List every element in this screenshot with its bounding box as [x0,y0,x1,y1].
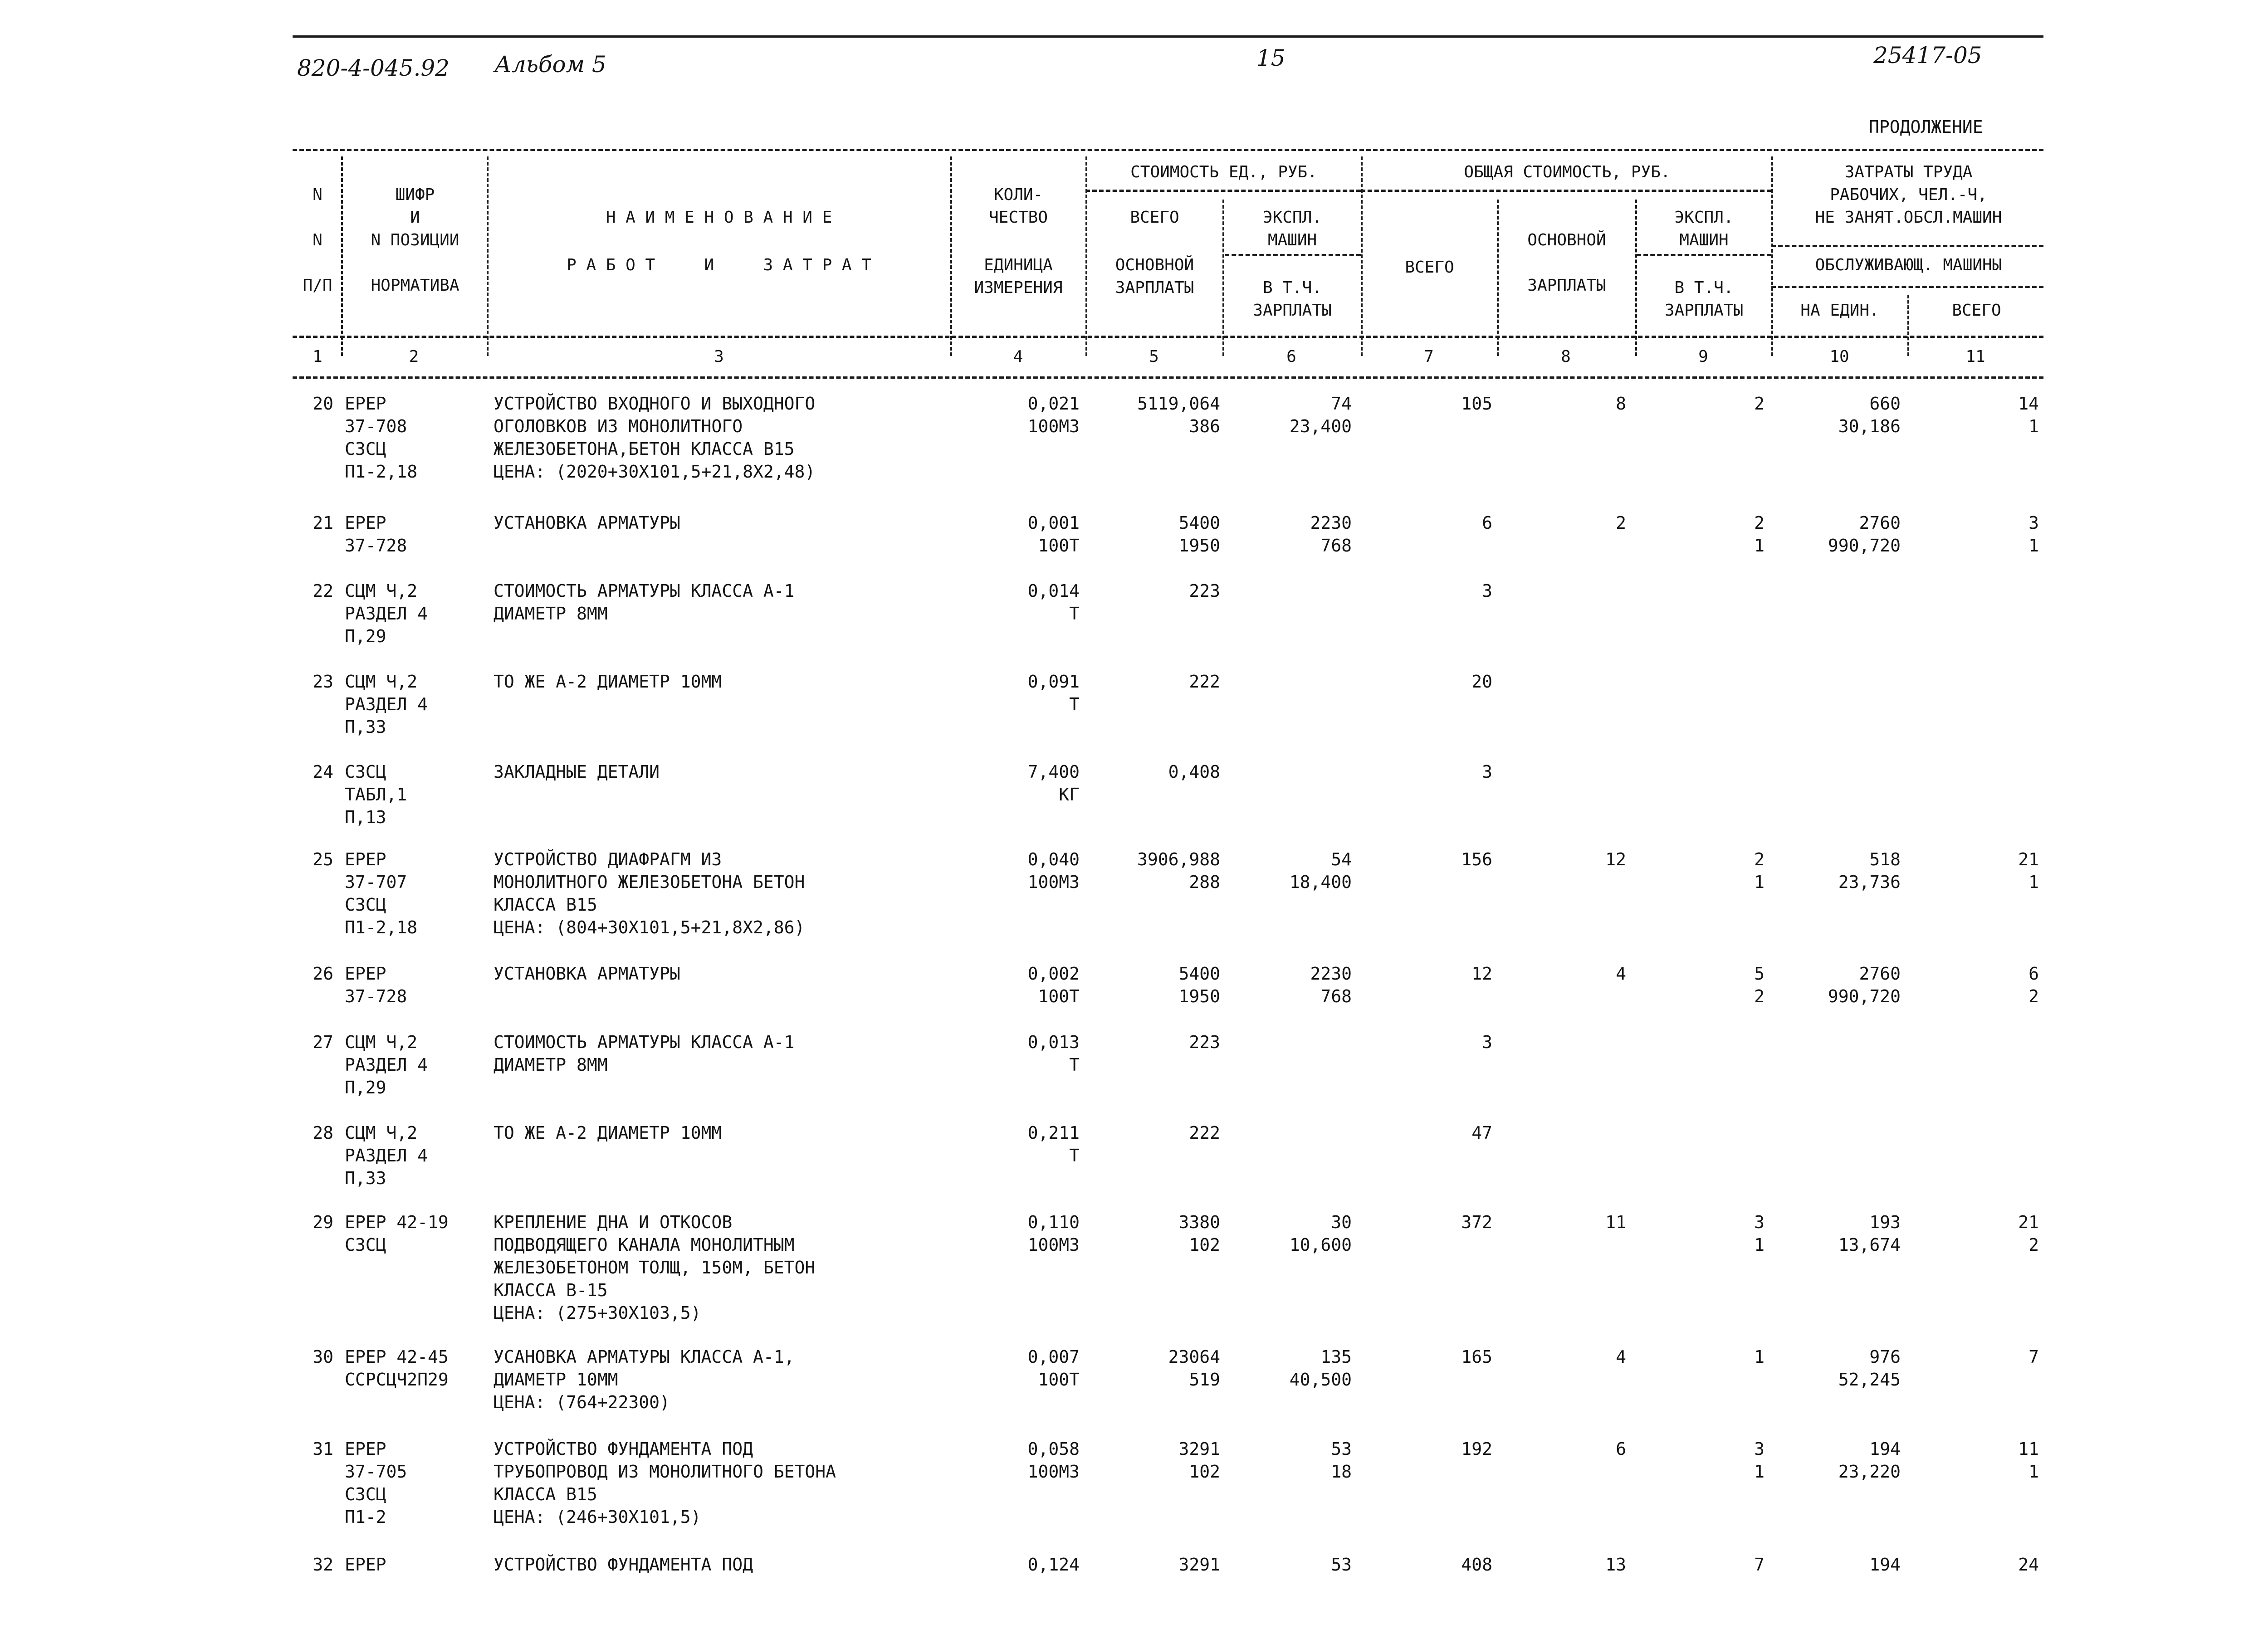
row-labor-total: 21 1 [2018,849,2039,892]
row-code: ЕРЕР [345,1555,386,1575]
row-number: 27 [313,1032,333,1052]
row-labor-total: 14 1 [2018,394,2039,436]
row-total-basic-wages: 4 [1616,1347,1626,1367]
row-total-machines: 2 1 [1754,513,1765,556]
row-total-cost: 156 [1461,849,1492,869]
labor-sub-header: ОБСЛУЖИВАЮЩ. МАШИНЫ [1815,256,2002,274]
col-header-11: ВСЕГО [1952,301,2001,320]
row-total-cost: 47 [1471,1123,1492,1143]
col-sep [1771,156,1773,356]
row-name: УСАНОВКА АРМАТУРЫ КЛАССА А-1, ДИАМЕТР 10ММ ЦЕНА: (764+22300) [494,1347,795,1412]
row-quantity: 0,091 Т [1027,672,1080,714]
row-unit-cost-machines: 2230 768 [1310,513,1352,556]
header-sub-rule [1771,245,2043,247]
row-unit-cost-total: 222 [1189,672,1220,692]
row-total-basic-wages: 8 [1616,394,1626,414]
row-number: 22 [313,581,333,601]
col-sep [1361,156,1363,356]
row-code: ЕРЕР 37-728 [345,964,407,1006]
row-code: ЕРЕР 37-707 СЗСЦ П1-2,18 [345,849,418,937]
row-total-cost: 3 [1482,581,1492,601]
row-total-machines: 2 1 [1754,849,1765,892]
row-total-machines: 2 [1754,394,1765,414]
header-mid-rule [293,336,2043,338]
row-code: ЕРЕР 42-19 СЗСЦ [345,1212,449,1255]
row-quantity: 0,001 100Т [1027,513,1080,556]
col-header-3-bottom: Р А Б О Т И З А Т Р А Т [567,256,871,274]
col-header-4-bottom: ЕДИНИЦА ИЗМЕРЕНИЯ [974,256,1063,297]
col-header-2: ШИФР И N ПОЗИЦИИ НОРМАТИВА [371,185,459,295]
row-name: УСТРОЙСТВО ДИАФРАГМ ИЗ МОНОЛИТНОГО ЖЕЛЕЗОБЕТОНА БЕТОН КЛАССА В15 ЦЕНА: (804+30Х101,5+21,8Х2,86) [494,849,805,937]
col-number: 2 [409,347,419,366]
row-labor-per-unit: 194 [1869,1555,1901,1575]
col-header-4-top: КОЛИ- ЧЕСТВО [988,185,1048,227]
row-unit-cost-total: 223 [1189,1032,1220,1052]
total-cost-group-header: ОБЩАЯ СТОИМОСТЬ, РУБ. [1464,163,1671,181]
row-total-basic-wages: 12 [1605,849,1626,869]
row-code: СЦМ Ч,2 РАЗДЕЛ 4 П,29 [345,581,428,646]
row-total-cost: 12 [1471,964,1492,984]
row-quantity: 0,110 100М3 [1027,1212,1080,1255]
col-header-10: НА ЕДИН. [1800,301,1879,320]
row-unit-cost-machines: 135 40,500 [1289,1347,1352,1390]
row-labor-per-unit: 660 30,186 [1838,394,1901,436]
row-labor-total: 6 2 [2028,964,2039,1006]
row-name: УСТАНОВКА АРМАТУРЫ [494,513,680,533]
row-unit-cost-total: 5400 1950 [1178,964,1220,1006]
row-total-basic-wages: 6 [1616,1439,1626,1459]
col-sep [1222,200,1224,356]
header-top-rule [293,149,2043,151]
row-quantity: 0,058 100М3 [1027,1439,1080,1482]
col-number: 7 [1424,347,1434,366]
header-sub-rule [1225,254,1361,256]
row-number: 26 [313,964,333,984]
row-name: УСТРОЙСТВО ФУНДАМЕНТА ПОД ТРУБОПРОВОД ИЗ МОНОЛИТНОГО БЕТОНА КЛАССА В15 ЦЕНА: (246+30Х101,5) [494,1439,836,1527]
row-labor-per-unit: 2760 990,720 [1828,513,1901,556]
doc-code: 820-4-045.92 [297,55,450,81]
row-total-cost: 192 [1461,1439,1492,1459]
row-quantity: 0,124 [1027,1555,1080,1575]
row-total-machines: 1 [1754,1347,1765,1367]
unit-cost-group-header: СТОИМОСТЬ ЕД., РУБ. [1130,163,1317,181]
row-quantity: 0,014 Т [1027,581,1080,624]
row-unit-cost-total: 0,408 [1168,762,1220,782]
row-labor-per-unit: 2760 990,720 [1828,964,1901,1006]
col-sep [950,156,952,356]
col-header-7: ВСЕГО [1405,258,1454,277]
col-number: 5 [1149,347,1159,366]
row-name: СТОИМОСТЬ АРМАТУРЫ КЛАССА А-1 ДИАМЕТР 8ММ [494,581,795,624]
row-total-machines: 7 [1754,1555,1765,1575]
row-total-basic-wages: 13 [1605,1555,1626,1575]
row-quantity: 0,040 100М3 [1027,849,1080,892]
row-total-basic-wages: 2 [1616,513,1626,533]
row-code: СЗСЦ ТАБЛ,1 П,13 [345,762,407,827]
row-total-cost: 165 [1461,1347,1492,1367]
row-unit-cost-machines: 74 23,400 [1289,394,1352,436]
row-number: 24 [313,762,333,782]
row-total-cost: 372 [1461,1212,1492,1232]
col-number: 9 [1698,347,1708,366]
row-number: 29 [313,1212,333,1232]
row-code: ЕРЕР 37-705 СЗСЦ П1-2 [345,1439,407,1527]
col-header-6-top: ЭКСПЛ. МАШИН [1262,208,1322,249]
row-unit-cost-machines: 53 [1331,1555,1352,1575]
col-header-6-bottom: В Т.Ч. ЗАРПЛАТЫ [1253,278,1332,320]
header-sub-rule [1771,286,2043,288]
row-name: ТО ЖЕ А-2 ДИАМЕТР 10ММ [494,1123,722,1143]
col-number: 11 [1965,347,1985,366]
row-total-cost: 3 [1482,1032,1492,1052]
row-unit-cost-total: 5400 1950 [1178,513,1220,556]
col-header-5-bottom: ОСНОВНОЙ ЗАРПЛАТЫ [1115,256,1194,297]
row-quantity: 0,007 100Т [1027,1347,1080,1390]
row-unit-cost-total: 223 [1189,581,1220,601]
row-code: ЕРЕР 37-708 СЗСЦ П1-2,18 [345,394,418,482]
row-total-basic-wages: 11 [1605,1212,1626,1232]
header-sub-rule [1637,254,1771,256]
row-quantity: 0,002 100Т [1027,964,1080,1006]
row-unit-cost-machines: 54 18,400 [1289,849,1352,892]
row-labor-total: 11 1 [2018,1439,2039,1482]
col-sep [1497,200,1499,356]
col-number: 6 [1286,347,1296,366]
header-bottom-rule [293,376,2043,379]
row-unit-cost-total: 23064 519 [1168,1347,1220,1390]
row-unit-cost-total: 222 [1189,1123,1220,1143]
row-unit-cost-total: 3906,988 288 [1137,849,1220,892]
row-labor-per-unit: 976 52,245 [1838,1347,1901,1390]
col-sep [1635,200,1637,356]
page-number: 15 [1256,45,1286,71]
row-total-machines: 5 2 [1754,964,1765,1006]
row-name: ЗАКЛАДНЫЕ ДЕТАЛИ [494,762,660,782]
top-rule [293,35,2043,38]
row-unit-cost-total: 3291 102 [1178,1439,1220,1482]
row-unit-cost-total: 5119,064 386 [1137,394,1220,436]
row-name: ТО ЖЕ А-2 ДИАМЕТР 10ММ [494,672,722,692]
row-number: 31 [313,1439,333,1459]
album-label: Альбом 5 [494,51,606,78]
row-name: УСТРОЙСТВО ФУНДАМЕНТА ПОД [494,1555,753,1575]
row-total-cost: 6 [1482,513,1492,533]
col-number: 8 [1561,347,1571,366]
row-labor-per-unit: 193 13,674 [1838,1212,1901,1255]
row-name: КРЕПЛЕНИЕ ДНА И ОТКОСОВ ПОДВОДЯЩЕГО КАНАЛА МОНОЛИТНЫМ ЖЕЛЕЗОБЕТОНОМ ТОЛЩ, 150М, БЕТОН КЛАССА В-15 ЦЕНА: (275+30Х103,5) [494,1212,816,1323]
row-total-cost: 20 [1471,672,1492,692]
row-quantity: 0,021 100М3 [1027,394,1080,436]
col-sep [341,156,343,356]
col-header-9-bottom: В Т.Ч. ЗАРПЛАТЫ [1664,278,1744,320]
row-total-basic-wages: 4 [1616,964,1626,984]
row-labor-per-unit: 518 23,736 [1838,849,1901,892]
row-labor-total: 21 2 [2018,1212,2039,1255]
col-number: 10 [1829,347,1849,366]
row-number: 21 [313,513,333,533]
row-total-cost: 3 [1482,762,1492,782]
row-total-cost: 105 [1461,394,1492,414]
row-labor-total: 3 1 [2028,513,2039,556]
row-labor-per-unit: 194 23,220 [1838,1439,1901,1482]
header-sub-rule [1361,190,1771,192]
row-quantity: 7,400 КГ [1027,762,1080,805]
row-unit-cost-total: 3291 [1178,1555,1220,1575]
col-header-8: ОСНОВНОЙ ЗАРПЛАТЫ [1527,231,1606,295]
row-total-cost: 408 [1461,1555,1492,1575]
col-header-9-top: ЭКСПЛ. МАШИН [1674,208,1734,249]
row-code: СЦМ Ч,2 РАЗДЕЛ 4 П,29 [345,1032,428,1097]
row-name: СТОИМОСТЬ АРМАТУРЫ КЛАССА А-1 ДИАМЕТР 8ММ [494,1032,795,1075]
row-quantity: 0,211 Т [1027,1123,1080,1166]
col-number: 3 [714,347,724,366]
row-number: 23 [313,672,333,692]
row-number: 30 [313,1347,333,1367]
row-unit-cost-machines: 30 10,600 [1289,1212,1352,1255]
row-name: УСТРОЙСТВО ВХОДНОГО И ВЫХОДНОГО ОГОЛОВКОВ ИЗ МОНОЛИТНОГО ЖЕЛЕЗОБЕТОНА,БЕТОН КЛАССА В15 ЦЕНА: (2020+30Х101,5+21,8Х2,48) [494,394,816,482]
row-name: УСТАНОВКА АРМАТУРЫ [494,964,680,984]
col-sep [1085,156,1087,356]
continuation-label: ПРОДОЛЖЕНИЕ [1869,117,1983,137]
col-header-5-top: ВСЕГО [1130,208,1179,227]
row-code: ЕРЕР 37-728 [345,513,407,556]
col-header-1: N N П/П [303,185,332,295]
header-sub-rule [1085,190,1361,192]
sheet-code: 25417-05 [1873,42,1982,68]
row-quantity: 0,013 Т [1027,1032,1080,1075]
col-number: 1 [313,347,323,366]
row-total-machines: 3 1 [1754,1439,1765,1482]
row-number: 20 [313,394,333,414]
labor-group-header: ЗАТРАТЫ ТРУДА РАБОЧИХ, ЧЕЛ.-Ч, НЕ ЗАНЯТ.ОБСЛ.МАШИН [1815,163,2002,227]
col-sep [487,156,489,356]
row-labor-total: 7 [2028,1347,2039,1367]
row-unit-cost-machines: 53 18 [1331,1439,1352,1482]
row-labor-total: 24 [2018,1555,2039,1575]
col-header-3-top: Н А И М Е Н О В А Н И Е [606,208,832,227]
row-number: 32 [313,1555,333,1575]
row-total-machines: 3 1 [1754,1212,1765,1255]
row-unit-cost-total: 3380 102 [1178,1212,1220,1255]
row-code: ЕРЕР 42-45 ССРСЦЧ2П29 [345,1347,449,1390]
row-unit-cost-machines: 2230 768 [1310,964,1352,1006]
row-code: СЦМ Ч,2 РАЗДЕЛ 4 П,33 [345,672,428,737]
row-code: СЦМ Ч,2 РАЗДЕЛ 4 П,33 [345,1123,428,1188]
row-number: 28 [313,1123,333,1143]
col-number: 4 [1013,347,1023,366]
row-number: 25 [313,849,333,869]
